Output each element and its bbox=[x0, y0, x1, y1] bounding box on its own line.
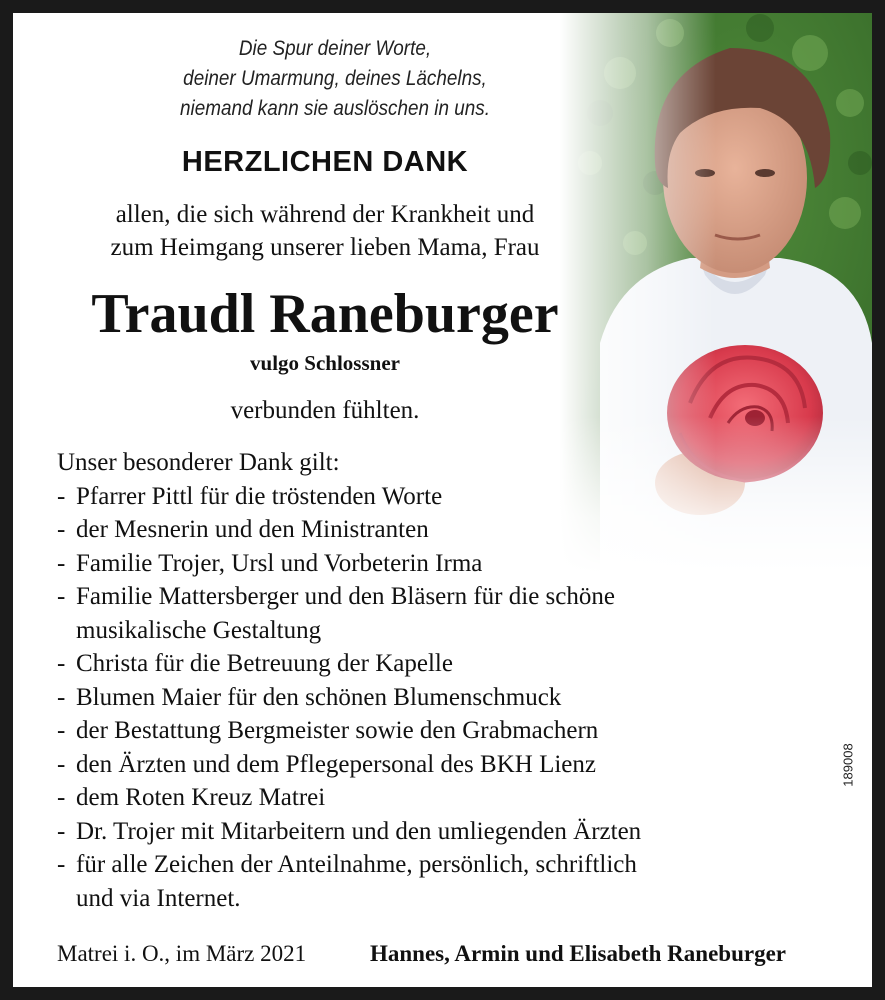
intro-text bbox=[60, 198, 590, 264]
list-dash: - bbox=[57, 482, 66, 510]
list-item-text: dem Roten Kreuz Matrei bbox=[76, 784, 326, 811]
list-item-text: den Ärzten und dem Pflegepersonal des BKH Lienz bbox=[76, 750, 596, 778]
reference-number: 189008 bbox=[840, 743, 856, 787]
intro-line: allen, die sich während der Krankheit und bbox=[115, 201, 535, 228]
connected-text: verbunden fühlten. bbox=[230, 397, 420, 424]
list-item bbox=[57, 781, 837, 815]
quote-line: niemand kann sie auslöschen in uns. bbox=[180, 97, 490, 120]
thanks-list bbox=[57, 446, 837, 915]
list-item bbox=[57, 547, 837, 581]
list-item bbox=[57, 580, 837, 614]
intro-line: zum Heimgang unserer lieben Mama, Frau bbox=[110, 234, 540, 261]
list-dash: - bbox=[57, 817, 66, 845]
list-dash: - bbox=[57, 583, 66, 610]
thanks-intro: Unser besonderer Dank gilt: bbox=[57, 449, 340, 476]
list-dash: - bbox=[57, 683, 66, 711]
quote-line: deiner Umarmung, deines Lächelns, bbox=[183, 67, 487, 90]
list-dash: - bbox=[57, 750, 66, 778]
list-item bbox=[57, 480, 837, 514]
list-item-text: der Bestattung Bergmeister sowie den Grabmachern bbox=[76, 717, 599, 744]
family-signature: Hannes, Armin und Elisabeth Raneburger bbox=[370, 941, 786, 966]
list-item-text: Familie Mattersberger und den Bläsern für die schöne bbox=[76, 583, 615, 610]
list-item bbox=[57, 748, 837, 782]
heading-thanks: HERZLICHEN DANK bbox=[181, 146, 469, 178]
list-dash: - bbox=[57, 516, 66, 543]
memorial-quote bbox=[142, 34, 529, 124]
list-item-text: Pfarrer Pittl für die tröstenden Worte bbox=[76, 482, 443, 510]
list-dash: - bbox=[57, 650, 66, 677]
list-dash: - bbox=[57, 851, 66, 878]
list-item-text: Familie Trojer, Ursl und Vorbeterin Irma bbox=[76, 549, 483, 577]
list-item bbox=[57, 681, 837, 715]
deceased-name: Traudl Raneburger bbox=[91, 283, 559, 345]
deceased-alias: vulgo Schlossner bbox=[250, 351, 400, 375]
list-item bbox=[57, 647, 837, 681]
list-item-text: Christa für die Betreuung der Kapelle bbox=[76, 650, 453, 677]
list-dash: - bbox=[57, 717, 66, 744]
list-item-text: der Mesnerin und den Ministranten bbox=[76, 516, 429, 543]
list-item bbox=[57, 513, 837, 547]
place-date: Matrei i. O., im März 2021 bbox=[57, 941, 307, 966]
list-item bbox=[57, 815, 837, 849]
list-item bbox=[57, 848, 837, 882]
list-item-continuation: musikalische Gestaltung bbox=[76, 616, 322, 644]
list-dash: - bbox=[57, 784, 66, 811]
list-item bbox=[57, 714, 837, 748]
list-item-text: Dr. Trojer mit Mitarbeitern und den umliegenden Ärzten bbox=[76, 817, 642, 845]
quote-line: Die Spur deiner Worte, bbox=[238, 37, 432, 60]
list-item-text: Blumen Maier für den schönen Blumenschmuck bbox=[76, 683, 562, 711]
list-item-continuation: und via Internet. bbox=[76, 884, 241, 912]
list-dash: - bbox=[57, 549, 66, 577]
list-item-text: für alle Zeichen der Anteilnahme, persönlich, schriftlich bbox=[76, 851, 637, 878]
